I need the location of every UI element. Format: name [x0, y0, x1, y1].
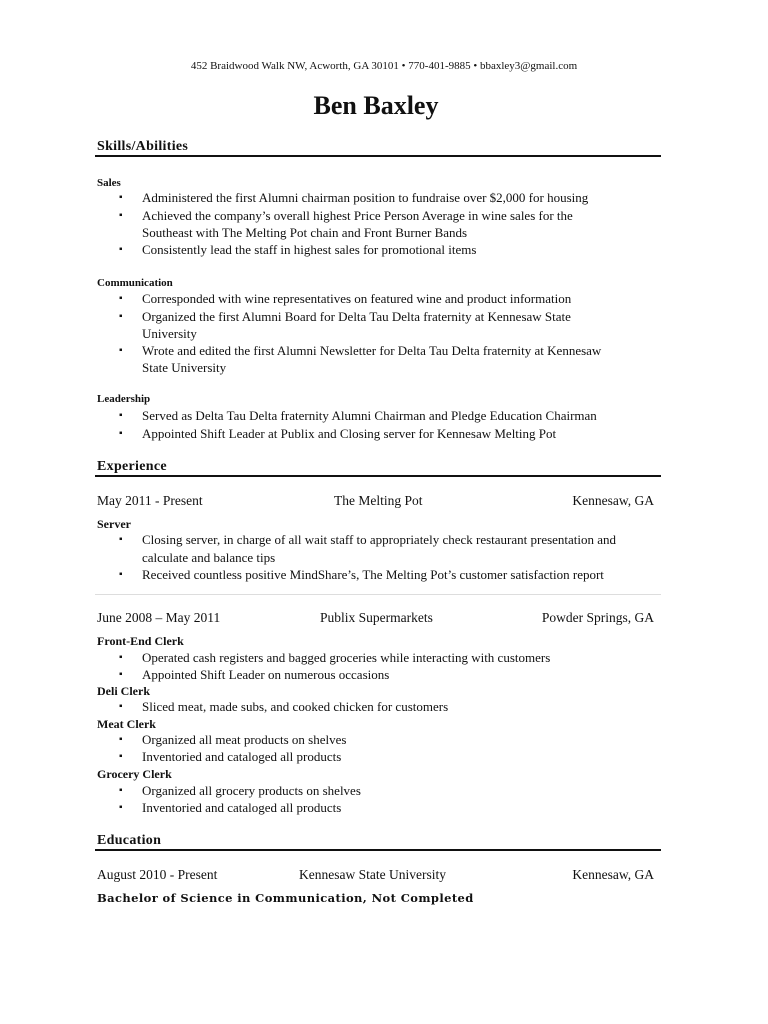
square-bullet-icon: ▪ — [119, 410, 123, 421]
list-item: University — [142, 326, 197, 341]
list-item: Consistently lead the staff in highest sales for promotional items — [142, 242, 477, 257]
job-dates: May 2011 - Present — [97, 493, 203, 508]
square-bullet-icon: ▪ — [119, 652, 123, 663]
contact-line: 452 Braidwood Walk NW, Acworth, GA 30101 • 770-401-9885 • bbaxley3@gmail.com — [190, 60, 578, 72]
list-item: Corresponded with wine representatives on featured wine and product information — [142, 291, 572, 306]
education-location: Kennesaw, GA — [572, 867, 654, 882]
section-rule — [95, 475, 661, 477]
list-item: Administered the first Alumni chairman position to fundraise over $2,000 for housing — [142, 190, 589, 205]
section-title-experience: Experience — [97, 459, 167, 474]
section-title-education: Education — [97, 833, 162, 848]
list-item: Inventoried and cataloged all products — [142, 749, 342, 764]
job-role: Grocery Clerk — [97, 767, 172, 781]
job-role: Server — [97, 517, 131, 531]
list-item: Wrote and edited the first Alumni Newsletter for Delta Tau Delta fraternity at Kennesaw — [142, 343, 602, 358]
skill-label-leadership: Leadership — [97, 393, 151, 405]
list-item: Organized the first Alumni Board for Delta Tau Delta fraternity at Kennesaw State — [142, 309, 571, 324]
square-bullet-icon: ▪ — [119, 293, 123, 304]
list-item: Served as Delta Tau Delta fraternity Alumni Chairman and Pledge Education Chairman — [142, 408, 597, 423]
square-bullet-icon: ▪ — [119, 701, 123, 712]
job-role: Deli Clerk — [97, 684, 150, 698]
education-degree: Bachelor of Science in Communication, Not Completed — [97, 891, 474, 905]
list-item: Sliced meat, made subs, and cooked chicken for customers — [142, 699, 449, 714]
list-item: Appointed Shift Leader on numerous occasions — [142, 667, 390, 682]
square-bullet-icon: ▪ — [119, 210, 123, 221]
candidate-name: Ben Baxley — [313, 91, 439, 120]
square-bullet-icon: ▪ — [119, 192, 123, 203]
square-bullet-icon: ▪ — [119, 244, 123, 255]
job-role: Front-End Clerk — [97, 634, 184, 648]
skill-label-sales: Sales — [97, 177, 121, 189]
list-item: Received countless positive MindShare’s, The Melting Pot’s customer satisfaction report — [142, 567, 604, 582]
square-bullet-icon: ▪ — [119, 669, 123, 680]
list-item: Achieved the company’s overall highest Price Person Average in wine sales for the — [142, 208, 573, 223]
list-item: Operated cash registers and bagged groceries while interacting with customers — [142, 650, 551, 665]
education-dates: August 2010 - Present — [97, 867, 218, 882]
section-rule — [95, 155, 661, 157]
job-company: Publix Supermarkets — [320, 610, 433, 625]
list-item: State University — [142, 360, 227, 375]
job-location: Kennesaw, GA — [572, 493, 654, 508]
square-bullet-icon: ▪ — [119, 734, 123, 745]
section-title-skills: Skills/Abilities — [97, 139, 189, 154]
education-school: Kennesaw State University — [299, 867, 446, 882]
list-item: Appointed Shift Leader at Publix and Closing server for Kennesaw Melting Pot — [142, 426, 557, 441]
job-divider — [95, 594, 661, 595]
square-bullet-icon: ▪ — [119, 751, 123, 762]
square-bullet-icon: ▪ — [119, 534, 123, 545]
job-company: The Melting Pot — [334, 493, 423, 508]
square-bullet-icon: ▪ — [119, 802, 123, 813]
square-bullet-icon: ▪ — [119, 785, 123, 796]
square-bullet-icon: ▪ — [119, 428, 123, 439]
square-bullet-icon: ▪ — [119, 311, 123, 322]
job-role: Meat Clerk — [97, 717, 156, 731]
list-item: Organized all meat products on shelves — [142, 732, 347, 747]
list-item: calculate and balance tips — [142, 550, 276, 565]
square-bullet-icon: ▪ — [119, 569, 123, 580]
square-bullet-icon: ▪ — [119, 345, 123, 356]
list-item: Closing server, in charge of all wait staff to appropriately check restaurant presentation and — [142, 532, 617, 547]
skill-label-communication: Communication — [97, 277, 173, 289]
list-item: Inventoried and cataloged all products — [142, 800, 342, 815]
job-dates: June 2008 – May 2011 — [97, 610, 221, 625]
section-rule — [95, 849, 661, 851]
list-item: Southeast with The Melting Pot chain and Front Burner Bands — [142, 225, 468, 240]
list-item: Organized all grocery products on shelves — [142, 783, 361, 798]
job-location: Powder Springs, GA — [541, 610, 654, 625]
